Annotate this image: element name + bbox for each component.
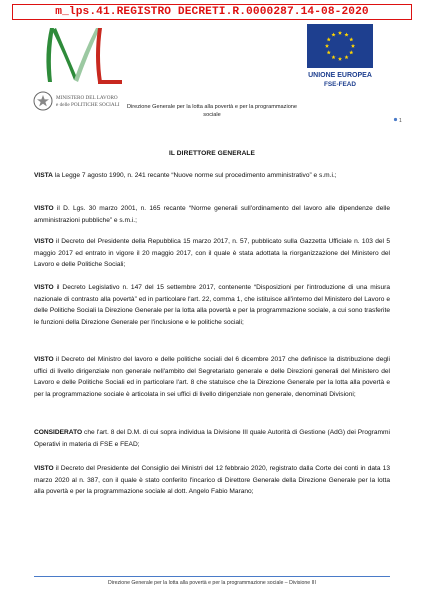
italian-emblem-icon xyxy=(32,90,54,112)
eu-fund: FSE-FEAD xyxy=(324,81,356,88)
eu-logo xyxy=(302,24,378,94)
paragraph: CONSIDERATO che l'art. 8 del D.M. di cui sopra individua la Divisione III quale Autorità di Gestione (AdG) dei Programmi Operativi in materia di FSE e FEAD; xyxy=(34,429,390,448)
paragraph: VISTO il Decreto del Ministro del lavoro e delle politiche sociali del 6 dicembre 2017 che definisce la distribuzione degli uffici di livello dirigenziale non generale nell'ambito del Segretariato generale e delle Direzioni generali del Ministero del Lavoro e delle Politiche Sociali ed in particolare l'art. 8 che statuisce che la Direzione Generale per la lotta alla povertà e per la programmazione sociale è articolata in sei uffici di livello dirigenziale non generale, denominati Divisioni; xyxy=(34,356,390,398)
eu-name: UNIONE EUROPEA xyxy=(308,72,372,79)
eu-flag-icon xyxy=(307,24,373,68)
page-number: 1 xyxy=(399,118,402,124)
paragraph: VISTO il D. Lgs. 30 marzo 2001, n. 165 recante “Norme generali sull'ordinamento del lavoro alle dipendenze delle amministrazioni pubbliche” e s.m.i.; xyxy=(34,205,390,224)
paragraph: VISTA la Legge 7 agosto 1990, n. 241 recante “Nuove norme sul procedimento amministrativo” e s.m.i.; xyxy=(34,172,337,179)
paragraph: VISTO il Decreto del Presidente del Consiglio dei Ministri del 12 febbraio 2020, registrato dalla Corte dei conti in data 13 marzo 2020 al n. 387, con il quale è stato conferito l'incarico di Direttore Generale della Direzione Generale per la lotta alla povertà e per la programmazione sociale al dott. Angelo Fabio Marano; xyxy=(34,465,390,495)
protocol-stamp: m_lps.41.REGISTRO DECRETI.R.0000287.14-08-2020 xyxy=(12,4,412,20)
footer-text: Direzione Generale per la lotta alla povertà e per la programmazione sociale – Divisione III xyxy=(108,580,316,586)
footer-rule xyxy=(34,576,390,577)
ministry-name: MINISTERO DEL LAVORO e delle POLITICHE SOCIALI xyxy=(56,95,120,108)
paragraph: VISTO il Decreto Legislativo n. 147 del 15 settembre 2017, contenente “Disposizioni per l'introduzione di una misura nazionale di contrasto alla povertà” ed in particolare l'art. 22, comma 1, che istituisce all'interno del Ministero del Lavoro e delle Politiche Sociali la Direzione Generale per la lotta alla povertà e per la programmazione sociale, a cui sono trasferite le funzioni della Direzione Generale per l'inclusione e le politiche sociali; xyxy=(34,284,390,326)
paragraph: VISTO il Decreto del Presidente della Repubblica 15 marzo 2017, n. 57, pubblicato sulla Gazzetta Ufficiale n. 103 del 5 maggio 2017 ed entrato in vigore il 20 maggio 2017, con il quale è stata adottata la riorganizzazione del Ministero del Lavoro e delle Politiche Sociali; xyxy=(34,238,390,268)
document-title: IL DIRETTORE GENERALE xyxy=(168,150,256,157)
directorate-header: Direzione Generale per la lotta alla povertà e per la programmazione sociale xyxy=(126,104,298,118)
ml-monogram-icon xyxy=(34,24,124,86)
ministry-logo xyxy=(30,24,130,116)
page-marker-icon xyxy=(393,117,398,122)
